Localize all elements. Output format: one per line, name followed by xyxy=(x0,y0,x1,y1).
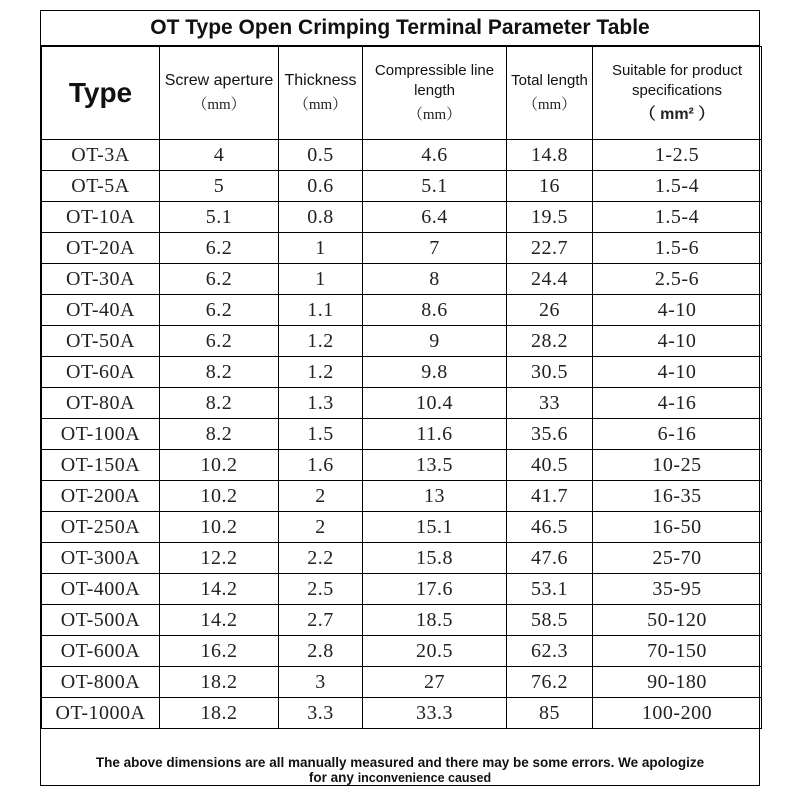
cell-screw: 6.2 xyxy=(160,233,279,264)
cell-total: 16 xyxy=(507,171,593,202)
cell-type: OT-400A xyxy=(42,574,160,605)
cell-spec: 16-50 xyxy=(593,512,762,543)
table-row xyxy=(42,326,762,357)
cell-screw: 6.2 xyxy=(160,295,279,326)
cell-thickness: 2 xyxy=(279,481,363,512)
cell-spec: 90-180 xyxy=(593,667,762,698)
cell-spec: 4-16 xyxy=(593,388,762,419)
cell-total: 46.5 xyxy=(507,512,593,543)
cell-spec: 1-2.5 xyxy=(593,140,762,171)
cell-total: 85 xyxy=(507,698,593,729)
cell-thickness: 3 xyxy=(279,667,363,698)
cell-spec: 2.5-6 xyxy=(593,264,762,295)
header-unit: （ mm² ） xyxy=(639,106,715,123)
table-row xyxy=(42,698,762,729)
cell-total: 62.3 xyxy=(507,636,593,667)
cell-thickness: 1 xyxy=(279,264,363,295)
cell-screw: 6.2 xyxy=(160,326,279,357)
table-row xyxy=(42,481,762,512)
cell-screw: 6.2 xyxy=(160,264,279,295)
cell-compress: 10.4 xyxy=(363,388,507,419)
cell-thickness: 0.8 xyxy=(279,202,363,233)
cell-type: OT-800A xyxy=(42,667,160,698)
cell-type: OT-30A xyxy=(42,264,160,295)
cell-thickness: 2.7 xyxy=(279,605,363,636)
header-screw-aperture: Screw aperture （mm） xyxy=(160,47,279,140)
cell-compress: 7 xyxy=(363,233,507,264)
disclaimer-note xyxy=(41,752,759,787)
cell-thickness: 1.5 xyxy=(279,419,363,450)
header-unit: （mm） xyxy=(522,97,577,113)
table-row xyxy=(42,450,762,481)
cell-type: OT-200A xyxy=(42,481,160,512)
cell-compress: 6.4 xyxy=(363,202,507,233)
cell-type: OT-1000A xyxy=(42,698,160,729)
table-row xyxy=(42,419,762,450)
cell-compress: 17.6 xyxy=(363,574,507,605)
cell-compress: 27 xyxy=(363,667,507,698)
table-row xyxy=(42,388,762,419)
cell-type: OT-150A xyxy=(42,450,160,481)
cell-compress: 11.6 xyxy=(363,419,507,450)
header-total-length: Total length （mm） xyxy=(507,47,593,140)
cell-type: OT-3A xyxy=(42,140,160,171)
cell-screw: 4 xyxy=(160,140,279,171)
table-row xyxy=(42,171,762,202)
cell-thickness: 1.2 xyxy=(279,357,363,388)
cell-screw: 10.2 xyxy=(160,450,279,481)
table-row xyxy=(42,140,762,171)
cell-compress: 18.5 xyxy=(363,605,507,636)
cell-total: 40.5 xyxy=(507,450,593,481)
cell-spec: 4-10 xyxy=(593,326,762,357)
table-row xyxy=(42,574,762,605)
cell-type: OT-10A xyxy=(42,202,160,233)
parameter-table xyxy=(41,46,762,729)
cell-spec: 6-16 xyxy=(593,419,762,450)
cell-compress: 15.1 xyxy=(363,512,507,543)
cell-type: OT-5A xyxy=(42,171,160,202)
table-row xyxy=(42,295,762,326)
cell-total: 53.1 xyxy=(507,574,593,605)
cell-screw: 14.2 xyxy=(160,605,279,636)
header-thickness: Thickness （mm） xyxy=(279,47,363,140)
cell-total: 22.7 xyxy=(507,233,593,264)
cell-type: OT-500A xyxy=(42,605,160,636)
cell-thickness: 2.5 xyxy=(279,574,363,605)
cell-thickness: 3.3 xyxy=(279,698,363,729)
table-row xyxy=(42,512,762,543)
cell-type: OT-40A xyxy=(42,295,160,326)
cell-thickness: 1 xyxy=(279,233,363,264)
header-product-spec: Suitable for product specifications （ mm² ） xyxy=(593,47,762,140)
cell-spec: 1.5-4 xyxy=(593,171,762,202)
cell-thickness: 2.2 xyxy=(279,543,363,574)
cell-thickness: 1.2 xyxy=(279,326,363,357)
cell-total: 28.2 xyxy=(507,326,593,357)
cell-compress: 13 xyxy=(363,481,507,512)
cell-thickness: 1.3 xyxy=(279,388,363,419)
header-row xyxy=(42,47,762,140)
header-type: Type xyxy=(42,47,160,140)
cell-compress: 20.5 xyxy=(363,636,507,667)
cell-type: OT-50A xyxy=(42,326,160,357)
cell-thickness: 0.5 xyxy=(279,140,363,171)
parameter-table-frame xyxy=(40,10,760,786)
cell-type: OT-250A xyxy=(42,512,160,543)
cell-screw: 14.2 xyxy=(160,574,279,605)
cell-spec: 35-95 xyxy=(593,574,762,605)
cell-screw: 5 xyxy=(160,171,279,202)
cell-spec: 10-25 xyxy=(593,450,762,481)
cell-type: OT-80A xyxy=(42,388,160,419)
cell-type: OT-100A xyxy=(42,419,160,450)
cell-spec: 25-70 xyxy=(593,543,762,574)
table-row xyxy=(42,543,762,574)
cell-spec: 100-200 xyxy=(593,698,762,729)
table-row xyxy=(42,636,762,667)
cell-compress: 9 xyxy=(363,326,507,357)
cell-compress: 8.6 xyxy=(363,295,507,326)
cell-screw: 8.2 xyxy=(160,357,279,388)
cell-total: 33 xyxy=(507,388,593,419)
cell-screw: 8.2 xyxy=(160,419,279,450)
cell-screw: 5.1 xyxy=(160,202,279,233)
table-row xyxy=(42,605,762,636)
cell-spec: 1.5-6 xyxy=(593,233,762,264)
cell-screw: 10.2 xyxy=(160,512,279,543)
cell-screw: 18.2 xyxy=(160,698,279,729)
cell-compress: 13.5 xyxy=(363,450,507,481)
table-row xyxy=(42,202,762,233)
cell-spec: 4-10 xyxy=(593,357,762,388)
cell-spec: 1.5-4 xyxy=(593,202,762,233)
cell-total: 41.7 xyxy=(507,481,593,512)
cell-total: 47.6 xyxy=(507,543,593,574)
cell-screw: 12.2 xyxy=(160,543,279,574)
cell-total: 30.5 xyxy=(507,357,593,388)
cell-total: 19.5 xyxy=(507,202,593,233)
cell-type: OT-300A xyxy=(42,543,160,574)
cell-total: 24.4 xyxy=(507,264,593,295)
header-unit: （mm） xyxy=(407,107,462,123)
table-title: OT Type Open Crimping Terminal Parameter Table xyxy=(41,11,759,46)
cell-compress: 15.8 xyxy=(363,543,507,574)
table-row xyxy=(42,357,762,388)
table-row xyxy=(42,667,762,698)
cell-screw: 16.2 xyxy=(160,636,279,667)
disclaimer-line-2: for any inconvenience caused xyxy=(308,770,492,785)
cell-screw: 8.2 xyxy=(160,388,279,419)
cell-type: OT-20A xyxy=(42,233,160,264)
cell-screw: 10.2 xyxy=(160,481,279,512)
cell-total: 76.2 xyxy=(507,667,593,698)
header-unit: （mm） xyxy=(293,97,348,113)
table-body xyxy=(42,140,762,729)
cell-total: 26 xyxy=(507,295,593,326)
cell-compress: 4.6 xyxy=(363,140,507,171)
cell-compress: 5.1 xyxy=(363,171,507,202)
cell-thickness: 0.6 xyxy=(279,171,363,202)
cell-spec: 70-150 xyxy=(593,636,762,667)
cell-spec: 50-120 xyxy=(593,605,762,636)
cell-spec: 4-10 xyxy=(593,295,762,326)
cell-compress: 8 xyxy=(363,264,507,295)
cell-thickness: 2 xyxy=(279,512,363,543)
cell-screw: 18.2 xyxy=(160,667,279,698)
header-compressible-length: Compressible line length （mm） xyxy=(363,47,507,140)
cell-type: OT-60A xyxy=(42,357,160,388)
disclaimer-line-1: The above dimensions are all manually measured and there may be some errors. We apologize xyxy=(95,755,705,770)
header-unit: （mm） xyxy=(192,97,246,113)
cell-total: 35.6 xyxy=(507,419,593,450)
cell-thickness: 2.8 xyxy=(279,636,363,667)
cell-thickness: 1.6 xyxy=(279,450,363,481)
cell-type: OT-600A xyxy=(42,636,160,667)
cell-compress: 9.8 xyxy=(363,357,507,388)
cell-compress: 33.3 xyxy=(363,698,507,729)
cell-total: 58.5 xyxy=(507,605,593,636)
cell-spec: 16-35 xyxy=(593,481,762,512)
cell-total: 14.8 xyxy=(507,140,593,171)
table-row xyxy=(42,233,762,264)
table-row xyxy=(42,264,762,295)
cell-thickness: 1.1 xyxy=(279,295,363,326)
